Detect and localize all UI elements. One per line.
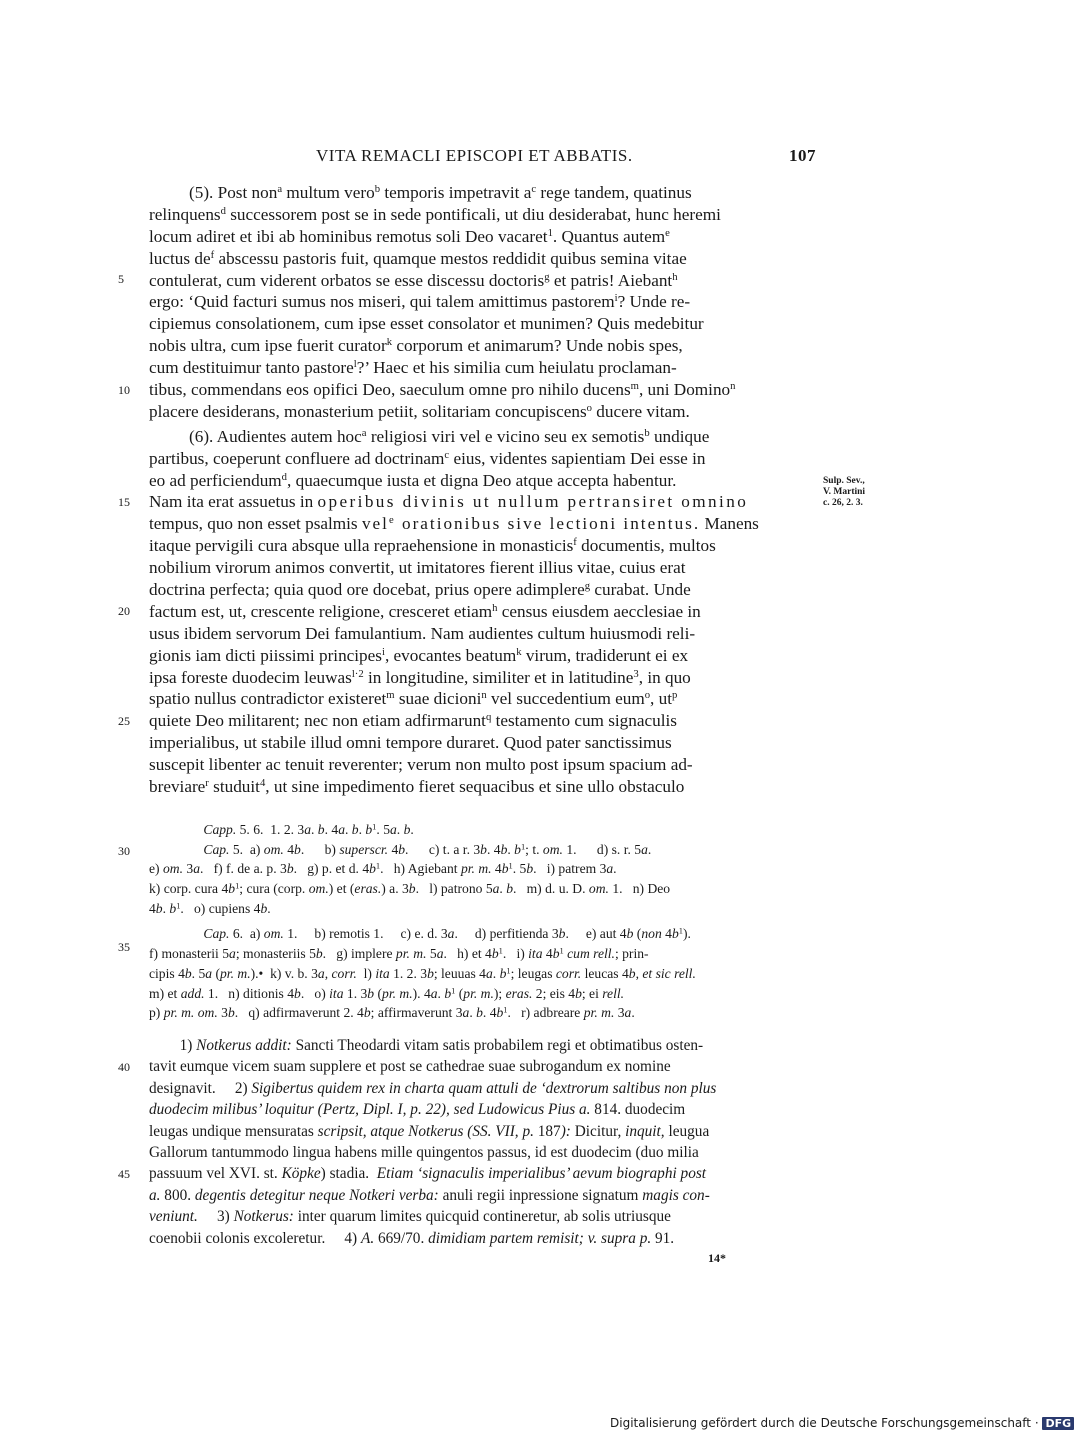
- apparatus-line: Cap. 6. a) om. 1. b) remotis 1. c) e. d. 3a. d) perfitienda 3b. e) aut 4b (non $4b^1$).: [203, 925, 691, 942]
- text-line: relinquens$^d$ successorem post se in sede pontificali, ut diu desiderabat, hunc heremi: [149, 204, 721, 224]
- line-number: 45: [118, 1167, 130, 1181]
- text-line: doctrina perfecta; quia quod ore docebat, prius opere adimplere$^g$ curabat. Unde: [149, 580, 691, 600]
- funding-text: Digitalisierung gefördert durch die Deutsche Forschungsgemeinschaft ·: [610, 1416, 1039, 1430]
- text-line: (6). Audientes autem hoc$^a$ religiosi viri vel e vicino seu ex semotis$^b$ undique: [189, 426, 710, 446]
- margin-note: [823, 476, 865, 509]
- page-number: 107: [789, 146, 816, 165]
- apparatus-line: m) et add. 1. n) ditionis 4b. o) ita 1. 3b (pr. m.). 4a. $b^1$ (pr. m.); eras. 2; eis 4b; ei rell.: [149, 984, 625, 1001]
- footnote-line: duodecim milibus’ loquitur (Pertz, Dipl. I, p. 22), sed Ludowicus Pius a. 814. duodecim: [149, 1101, 686, 1119]
- text-line: nobis ultra, cum ipse fuerit curator$^k$ corporum et animarum? Unde nobis spes,: [149, 336, 683, 356]
- footnote-line: designavit. 2) Sigibertus quidem rex in charta quam attuli de ‘dextrorum saltibus non plus: [149, 1079, 717, 1097]
- line-number: 5: [118, 272, 124, 286]
- text-line: Nam ita erat assuetus in operibus divinis ut nullum pertransiret omnino: [149, 492, 749, 512]
- main-text: [149, 182, 819, 798]
- text-line: quiete Deo militarent; nec non etiam adfirmarunt$^q$ testamento cum signaculis: [149, 711, 677, 731]
- footnote-line: tavit eumque vicem suam supplere et post se cathedrae suae subrogandum ex nomine: [149, 1058, 671, 1076]
- text-line: cipiemus consolationem, cum ipse esset consolator et munimen? Quis medebitur: [149, 314, 704, 334]
- text-line: spatio nullus contradictor existeret$^m$ suae dicioni$^n$ vel succedentium eum$^o$, $ut^p$: [149, 689, 678, 709]
- dfg-logo: DFG: [1042, 1417, 1074, 1430]
- text-line: contulerat, cum viderent orbatos se esse discessu doctoris$^g$ et patris! Aiebant$^h$: [149, 270, 678, 290]
- margin-note-line: Sulp. Sev.,: [823, 476, 865, 486]
- text-line: nobilium virorum animos convertit, ut imitatores fierent illius vitae, cuius erat: [149, 558, 686, 578]
- text-line: placere desiderans, monasterium petiit, solitariam concupiscens$^o$ ducere vitam.: [149, 401, 690, 421]
- apparatus-line: Cap. 5. a) om. 4b. b) superscr. 4b. c) t. a r. 3b. 4b. $b^1$; t. om. 1. d) s. r. 5a.: [203, 841, 652, 857]
- footnote-line: veniunt. 3) Notkerus: inter quarum limites quicquid contineretur, ab solis utriusque: [149, 1208, 671, 1226]
- margin-note-line: c. 26, 2. 3.: [823, 498, 863, 508]
- text-line: luctus $de^f$ abscessu pastoris fuit, quamque mestos reddidit quibus semina vitae: [149, 248, 687, 268]
- text-line: (5). Post non$^a$ multum vero$^b$ temporis impetravit $a^c$ rege tandem, quatinus: [189, 183, 692, 202]
- margin-note-line: V. Martini: [823, 487, 866, 497]
- line-number: 40: [118, 1060, 130, 1074]
- line-number: 35: [118, 940, 130, 954]
- line-number: 10: [118, 383, 130, 397]
- line-number: 30: [118, 844, 130, 858]
- text-line: tibus, commendans eos opifici Deo, saeculum omne pro nihilo ducens$^m$, uni Domino$^n$: [149, 380, 736, 400]
- text-line: cum destituimur tanto pastore$^l$?’ Haec et his similia cum heiulatu proclaman-: [149, 358, 677, 378]
- text-line: factum est, ut, crescente religione, cresceret etiam$^h$ census eiusdem aecclesiae in: [149, 601, 701, 621]
- text-line: imperialibus, ut stabile illud omni tempore duraret. Quod pater sanctissimus: [149, 733, 672, 753]
- footnote-line: 1) Notkerus addit: Sancti Theodardi vitam satis probabilem regi et obtimatibus osten-: [149, 1037, 704, 1054]
- line-number: 15: [118, 495, 130, 509]
- text-line: ipsa foreste duodecim leuwas$^{l\cdot 2}$ in longitudine, similiter et in latitudine$^3$, in quo: [149, 667, 691, 687]
- line-number: 20: [118, 604, 130, 618]
- running-title: VITA REMACLI EPISCOPI ET ABBATIS.: [316, 146, 633, 165]
- signature-mark: 14*: [708, 1251, 726, 1265]
- apparatus-line: cipis 4b. 5a (pr. m.).• k) v. b. 3a, corr. l) ita 1. 2. 3b; leuuas 4a. $b^1$; leugas corr. leucas 4b, et sic rell.: [149, 965, 696, 981]
- apparatus-line: p) pr. m. om. 3b. q) adfirmaverunt 2. 4b; affirmaverunt 3a. b. $4b^1$. r) adbreare pr. m. 3a.: [149, 1004, 635, 1021]
- text-line: ergo: ‘Quid facturi sumus nos miseri, qui talem amittimus pastorem$^i$? Unde re-: [149, 292, 691, 312]
- apparatus-line: 4b. $b^1$. o) cupiens 4b.: [149, 900, 271, 916]
- footnote-line: coenobii colonis excoleretur. 4) A. 669/70. dimidiam partem remisit; v. supra p. 91.: [149, 1229, 675, 1247]
- apparatus-line: f) monasterii 5a; monasteriis 5b. g) implere pr. m. 5a. h) et $4b^1$. i) ita $4b^1$ cum rell.; prin-: [149, 945, 649, 962]
- critical-apparatus: [149, 820, 819, 1023]
- text-line: eo ad perficiendum$^d$, quaecumque iusta et digna Deo atque accepta habentur.: [149, 470, 677, 490]
- footnote-line: leugas undique mensuratas scripsit, atque Notkerus (SS. VII, p. 187): Dicitur, inquit, leugua: [149, 1122, 710, 1140]
- text-line: suscepit libenter ac tenuit reverenter; verum non multo post ipsum spacium ad-: [149, 755, 693, 775]
- text-line: breviare$^r$ studuit$^4$, ut sine impedimento fieret sequacibus et sine ullo obstaculo: [149, 777, 685, 797]
- line-number: 25: [118, 714, 130, 728]
- footnote-line: a. 800. degentis detegitur neque Notkeri verba: anuli regii inpressione signatum magis con-: [149, 1186, 710, 1204]
- footnote-line: passuum vel XVI. st. Köpke) stadia. Etiam ‘signaculis imperialibus’ aevum biographi post: [149, 1165, 707, 1183]
- funding-footer: [610, 1416, 1074, 1430]
- text-line: tempus, quo non esset psalmis vel$^e$ orationibus sive lectioni intentus. Manens: [149, 514, 759, 534]
- text-line: gionis iam dicti piissimi principes$^i$, evocantes beatum$^k$ virum, tradiderunt ei ex: [149, 645, 689, 665]
- text-line: itaque pervigili cura absque ulla repraehensione in monasticis$^f$ documentis, multos: [149, 536, 716, 556]
- apparatus-line: Capp. 5. 6. 1. 2. 3a. b. 4a. b. $b^1$. 5a. b.: [203, 821, 414, 837]
- apparatus-line: e) om. 3a. f) f. de a. p. 3b. g) p. et d. $4b^1$. h) Agiebant pr. m. $4b^1$. 5b. i) patrem 3a.: [149, 860, 617, 877]
- footnotes: [149, 1035, 819, 1249]
- text-line: locum adiret et ibi ab hominibus remotus soli Deo vacaret$^1$. Quantus autem$^e$: [149, 226, 670, 246]
- text-line: partibus, coeperunt confluere ad doctrinam$^c$ eius, videntes sapientiam Dei esse in: [149, 448, 706, 468]
- footnote-line: Gallorum tantummodo lingua habens mille quingentos passus, id est duodecim (duo milia: [149, 1143, 699, 1161]
- apparatus-line: k) corp. cura $4b^1$; cura (corp. om.) et (eras.) a. 3b. l) patrono 5a. b. m) d. u. D. om. 1. n) Deo: [149, 880, 671, 897]
- text-line: usus ibidem servorum Dei famulantium. Nam audientes cultum huiusmodi reli-: [149, 623, 696, 643]
